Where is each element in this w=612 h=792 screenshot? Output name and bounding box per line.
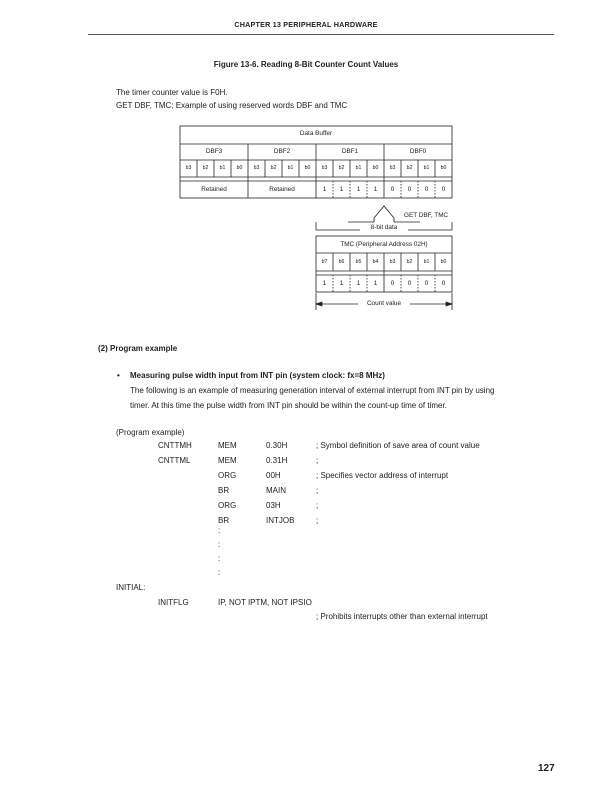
code-ellipsis: : — [218, 554, 221, 563]
chapter-header: CHAPTER 13 PERIPHERAL HARDWARE — [234, 20, 378, 29]
code-arg: MAIN — [266, 486, 286, 495]
code-arg: 0.30H — [266, 441, 288, 450]
eight-bit-data-label: 8-bit data — [360, 224, 408, 231]
code-label: CNTTML — [158, 456, 191, 465]
dbf-bit: b2 — [338, 165, 345, 171]
dbf-bit: b3 — [321, 165, 328, 171]
tmc-bit: b6 — [338, 259, 345, 265]
dbf-bit: b3 — [185, 165, 192, 171]
initflg-comment: ; Prohibits interrupts other than external interrupt — [316, 612, 488, 621]
code-comment: ; — [316, 456, 319, 465]
paragraph-line-2: timer. At this time the pulse width from INT pin should be within the count-up time of timer. — [130, 401, 447, 410]
code-arg: 03H — [266, 501, 281, 510]
code-comment: ; — [316, 486, 319, 495]
dbf-bit: b0 — [440, 165, 447, 171]
dbf-bit: b2 — [202, 165, 209, 171]
dbf1-label: DBF1 — [341, 148, 359, 155]
initial-label: INITIAL: — [116, 583, 146, 592]
dbf-bit: b1 — [287, 165, 294, 171]
dbf-bit: b0 — [304, 165, 311, 171]
code-comment: ; — [316, 516, 319, 525]
bullet-title: Measuring pulse width input from INT pin (system clock: fx=8 MHz) — [130, 371, 385, 380]
count-value-label: Count value — [366, 300, 402, 307]
code-op: MEM — [218, 456, 237, 465]
code-op: BR — [218, 486, 230, 495]
figure-title: Figure 13-6. Reading 8-Bit Counter Count Values — [213, 60, 399, 69]
dbf0-value: 0 — [390, 186, 395, 193]
intro-line-1: The timer counter value is F0H. — [116, 88, 228, 97]
dbf-bit: b2 — [406, 165, 413, 171]
dbf-bit: b0 — [372, 165, 379, 171]
dbf1-value: 1 — [356, 186, 361, 193]
dbf0-value: 0 — [441, 186, 446, 193]
tmc-value: 0 — [441, 280, 446, 287]
tmc-bit: b0 — [440, 259, 447, 265]
dbf1-value: 1 — [339, 186, 344, 193]
dbf-bit: b2 — [270, 165, 277, 171]
code-comment: ; Symbol definition of save area of count value — [316, 441, 480, 450]
tmc-value: 1 — [322, 280, 327, 287]
intro-line-2: GET DBF, TMC; Example of using reserved words DBF and TMC — [116, 101, 348, 110]
tmc-value: 0 — [407, 280, 412, 287]
dbf1-value: 1 — [373, 186, 378, 193]
code-arg: 00H — [266, 471, 281, 480]
tmc-bit: b4 — [372, 259, 379, 265]
code-arg: INTJOB — [266, 516, 295, 525]
tmc-value: 1 — [373, 280, 378, 287]
page-number: 127 — [538, 763, 555, 774]
dbf-bit: b1 — [423, 165, 430, 171]
data-buffer-title: Data Buffer — [299, 130, 333, 137]
code-ellipsis: : — [218, 540, 221, 549]
dbf-bit: b1 — [219, 165, 226, 171]
tmc-value: 1 — [356, 280, 361, 287]
tmc-value: 0 — [390, 280, 395, 287]
code-op: ORG — [218, 501, 237, 510]
tmc-bit: b5 — [355, 259, 362, 265]
section-heading: (2) Program example — [98, 344, 178, 353]
dbf0-value: 0 — [407, 186, 412, 193]
program-example-label: (Program example) — [116, 428, 185, 437]
code-op: ORG — [218, 471, 237, 480]
tmc-bit: b1 — [423, 259, 430, 265]
dbf3-retained: Retained — [201, 186, 227, 193]
code-label: CNTTMH — [158, 441, 192, 450]
tmc-bit: b3 — [389, 259, 396, 265]
code-op: BR — [218, 516, 230, 525]
dbf-bit: b3 — [253, 165, 260, 171]
code-op: MEM — [218, 441, 237, 450]
dbf1-value: 1 — [322, 186, 327, 193]
dbf0-value: 0 — [424, 186, 429, 193]
dbf2-retained: Retained — [269, 186, 295, 193]
dbf-bit: b1 — [355, 165, 362, 171]
tmc-value: 0 — [424, 280, 429, 287]
code-ellipsis: : — [218, 568, 221, 577]
dbf0-label: DBF0 — [409, 148, 427, 155]
paragraph-line-1: The following is an example of measuring generation interval of external interrupt from INT pin by using — [130, 386, 495, 395]
tmc-title: TMC (Peripheral Address 02H) — [340, 241, 428, 248]
bullet-mark: • — [117, 371, 120, 380]
tmc-bit: b2 — [406, 259, 413, 265]
get-dbf-tmc-label: GET DBF, TMC — [404, 212, 449, 219]
dbf2-label: DBF2 — [273, 148, 291, 155]
code-arg: 0.31H — [266, 456, 288, 465]
dbf-bit: b0 — [236, 165, 243, 171]
code-comment: ; Specifies vector address of interrupt — [316, 471, 449, 480]
code-ellipsis: : — [218, 526, 221, 535]
initflg-args: IP, NOT IPTM, NOT IPSIO — [218, 598, 312, 607]
code-comment: ; — [316, 501, 319, 510]
initflg-label: INITFLG — [158, 598, 189, 607]
dbf-bit: b3 — [389, 165, 396, 171]
dbf3-label: DBF3 — [205, 148, 223, 155]
tmc-value: 1 — [339, 280, 344, 287]
tmc-bit: b7 — [321, 259, 328, 265]
